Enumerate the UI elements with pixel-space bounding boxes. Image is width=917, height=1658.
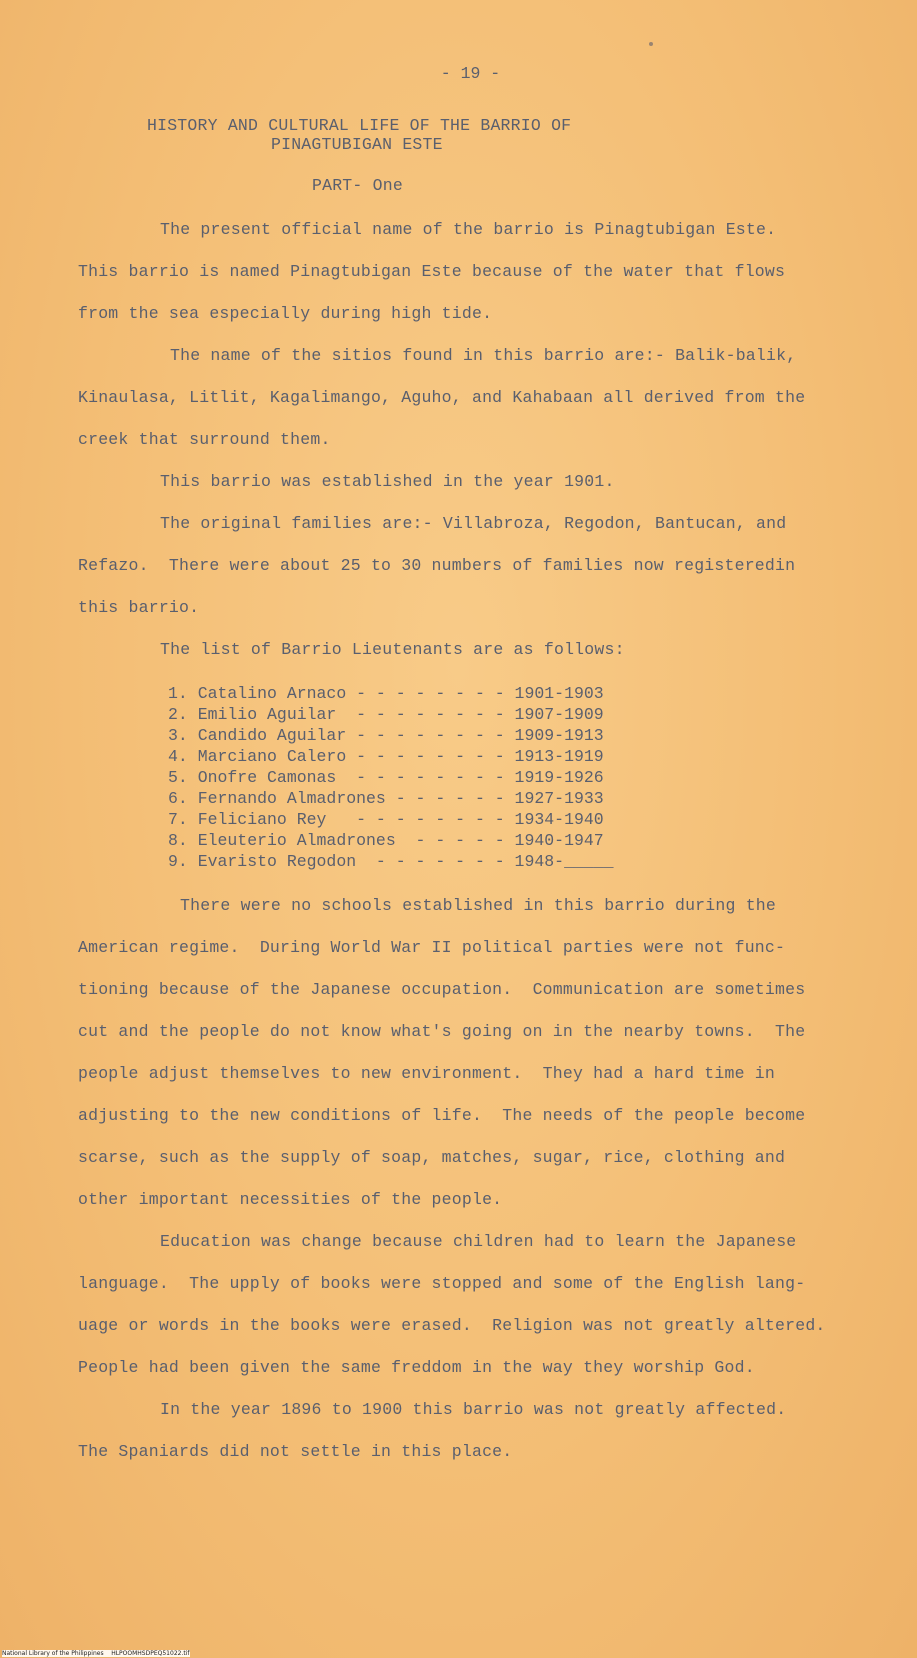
scan-footer: National Library of the Philippines HLPOOMHSDPEQ51022.tif: [2, 1650, 190, 1657]
part-heading: PART- One: [312, 176, 403, 195]
para4-line3: this barrio.: [78, 598, 200, 617]
lieutenant-item: 2. Emilio Aguilar - - - - - - - - 1907-1909: [168, 705, 604, 724]
para2-line2: Kinaulasa, Litlit, Kagalimango, Aguho, and Kahabaan all derived from the: [78, 388, 806, 407]
page-number: - 19 -: [440, 64, 501, 83]
para4-line1: The original families are:- Villabroza, Regodon, Bantucan, and: [160, 514, 787, 533]
paper-spot: [649, 42, 653, 46]
list-intro: The list of Barrio Lieutenants are as follows:: [160, 640, 625, 659]
lieutenant-item: 8. Eleuterio Almadrones - - - - - 1940-1947: [168, 831, 604, 850]
para1-line1: The present official name of the barrio is Pinagtubigan Este.: [160, 220, 777, 239]
para5-line6: adjusting to the new conditions of life. The needs of the people become: [78, 1106, 806, 1125]
para6-line2: language. The upply of books were stopped and some of the English lang-: [78, 1274, 806, 1293]
title-line-1: HISTORY AND CULTURAL LIFE OF THE BARRIO OF: [147, 116, 572, 135]
lieutenant-item: 1. Catalino Arnaco - - - - - - - - 1901-1903: [168, 684, 604, 703]
para2-line1: The name of the sitios found in this barrio are:- Balik-balik,: [170, 346, 797, 365]
para5-line1: There were no schools established in this barrio during the: [180, 896, 776, 915]
para5-line2: American regime. During World War II political parties were not func-: [78, 938, 786, 957]
para5-line7: scarse, such as the supply of soap, matches, sugar, rice, clothing and: [78, 1148, 786, 1167]
para1-line3: from the sea especially during high tide.: [78, 304, 493, 323]
para4-line2: Refazo. There were about 25 to 30 numbers of families now registeredin: [78, 556, 796, 575]
lieutenant-item: 5. Onofre Camonas - - - - - - - - 1919-1926: [168, 768, 604, 787]
para6-line4: People had been given the same freddom in the way they worship God.: [78, 1358, 755, 1377]
para5-line3: tioning because of the Japanese occupation. Communication are sometimes: [78, 980, 806, 999]
title-line-2: PINAGTUBIGAN ESTE: [271, 135, 443, 154]
lieutenant-item: 6. Fernando Almadrones - - - - - - 1927-1933: [168, 789, 604, 808]
lieutenant-item: 9. Evaristo Regodon - - - - - - - 1948-_____: [168, 852, 614, 871]
para6-line3: uage or words in the books were erased. Religion was not greatly altered.: [78, 1316, 826, 1335]
para5-line8: other important necessities of the people.: [78, 1190, 503, 1209]
lieutenant-item: 3. Candido Aguilar - - - - - - - - 1909-1913: [168, 726, 604, 745]
para2-line3: creek that surround them.: [78, 430, 331, 449]
lieutenant-item: 4. Marciano Calero - - - - - - - - 1913-1919: [168, 747, 604, 766]
para5-line4: cut and the people do not know what's going on in the nearby towns. The: [78, 1022, 806, 1041]
para7-line2: The Spaniards did not settle in this place.: [78, 1442, 513, 1461]
para3: This barrio was established in the year 1901.: [160, 472, 615, 491]
para5-line5: people adjust themselves to new environment. They had a hard time in: [78, 1064, 776, 1083]
para1-line2: This barrio is named Pinagtubigan Este because of the water that flows: [78, 262, 786, 281]
lieutenant-item: 7. Feliciano Rey - - - - - - - - 1934-1940: [168, 810, 604, 829]
para7-line1: In the year 1896 to 1900 this barrio was not greatly affected.: [160, 1400, 787, 1419]
para6-line1: Education was change because children had to learn the Japanese: [160, 1232, 797, 1251]
